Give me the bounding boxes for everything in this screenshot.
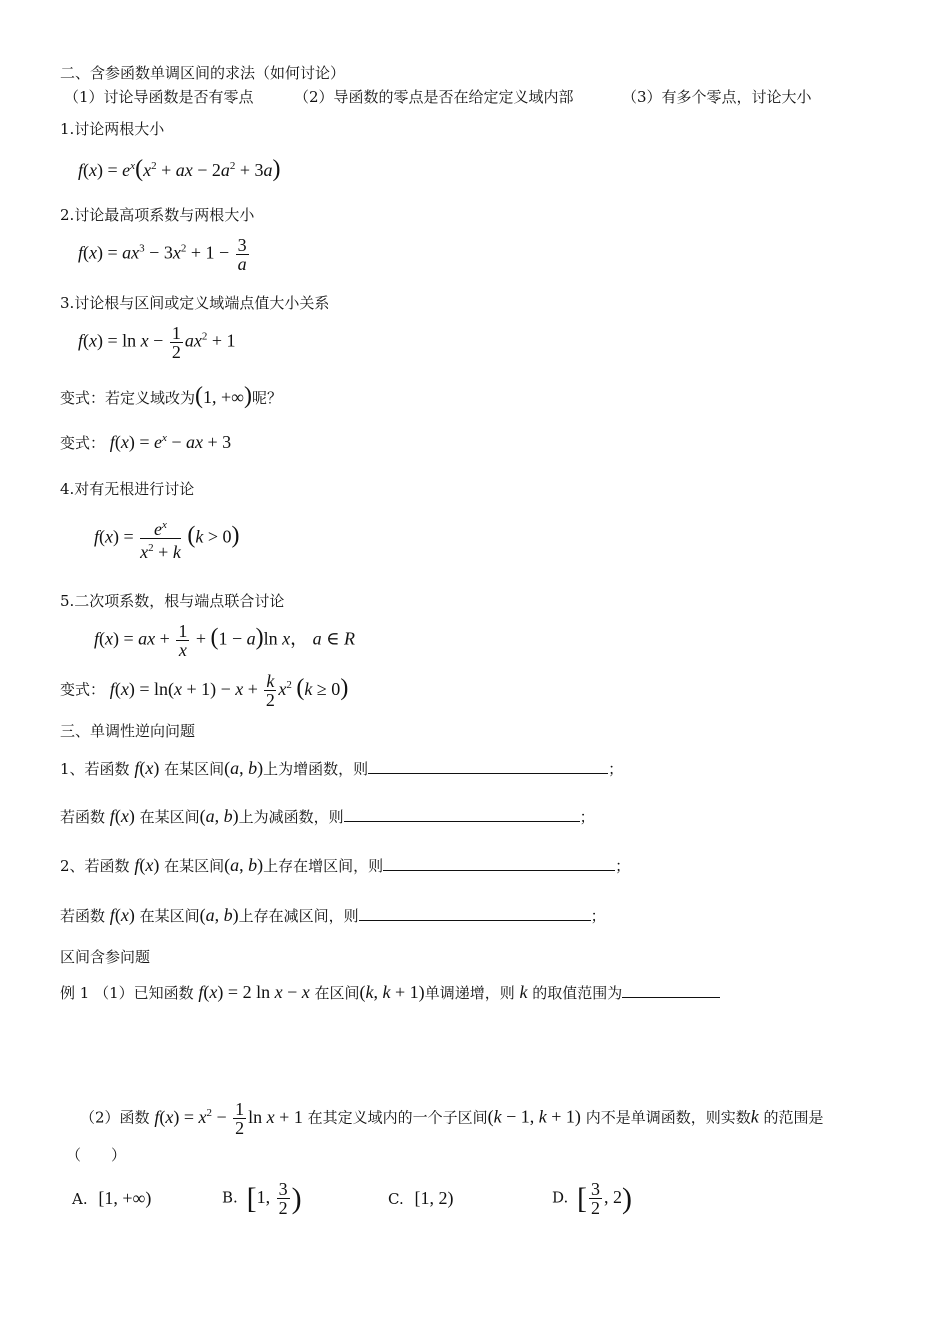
formula-1: $f(x) = e^x(x^2$ + ax − $2a^2 + 3a$)	[78, 156, 281, 182]
item-3-heading: 3.讨论根与区间或定义域端点值大小关系	[60, 294, 330, 312]
question-2b: 若函数 f(x) 在某区间(a, b)上存在减区间，则 ；	[60, 905, 606, 925]
subpoint-2: （2）导函数的零点是否在给定定义域内部	[294, 88, 574, 106]
answer-blank-2a[interactable]	[383, 856, 615, 871]
interval-section-title: 区间含参问题	[60, 948, 151, 966]
formula-3: f(x) = ln x − $\frac{1}{2}$ $ax^2 + 1$	[78, 323, 236, 362]
section-2-title: 二、含参函数单调区间的求法（如何讨论）	[60, 64, 346, 82]
variant-3: 变式： f(x) = ln(x + 1) − x + $\frac{k}{2}$ $x^2$ (k ≥ 0)	[60, 671, 349, 710]
answer-blank-1a[interactable]	[368, 759, 608, 774]
section-3-title: 三、单调性逆向问题	[60, 722, 196, 740]
item-4-heading: 4.对有无根进行讨论	[60, 480, 195, 498]
formula-5: f(x) = ax + $\frac{1}{x}$ + (1 − a)ln x， a ∈ R	[94, 621, 355, 660]
answer-paren: （ ）	[66, 1146, 127, 1164]
option-c[interactable]: C. [1, 2)	[388, 1188, 454, 1208]
question-1a: 1、若函数 f(x) 在某区间(a, b)上为增函数，则 ；	[60, 758, 624, 778]
answer-blank-ex1[interactable]	[622, 983, 720, 998]
example-1-part-1: 例 1 （1）已知函数 f(x) = 2 ln x − x 在区间(k, k + 1)单调递增，则 k 的取值范围为	[60, 982, 720, 1003]
item-5-heading: 5.二次项系数，根与端点联合讨论	[60, 592, 285, 610]
formula-2: $f(x) = ax^3 - 3x^2 + 1$ − $\frac{3}{a}$	[78, 235, 247, 274]
item-2-heading: 2.讨论最高项系数与两根大小	[60, 206, 255, 224]
example-1-part-2: （2）函数 $f(x) = x^2$ − $\frac{1}{2}$ ln x + 1 在其定义域内的一个子区间(k − 1, k + 1) 内不是单调函数，则实数k 的范围是	[80, 1099, 824, 1138]
option-a[interactable]: A. [1, +∞)	[72, 1188, 152, 1208]
variant-2: 变式： $f(x) = e^x$ − ax + 3	[60, 432, 232, 452]
item-1-heading: 1.讨论两根大小	[60, 120, 165, 138]
option-d[interactable]: D. [ $\frac{3}{2}$ , 2)	[552, 1179, 633, 1218]
question-2a: 2、若函数 f(x) 在某区间(a, b)上存在增区间，则 ；	[60, 855, 631, 875]
answer-blank-1b[interactable]	[344, 807, 580, 822]
subpoint-3: （3）有多个零点，讨论大小	[622, 88, 812, 106]
subpoint-1: （1）讨论导函数是否有零点	[64, 88, 254, 106]
answer-blank-2b[interactable]	[359, 906, 591, 921]
variant-1: 变式：若定义域改为(1, +∞)呢？	[60, 383, 283, 409]
question-1b: 若函数 f(x) 在某区间(a, b)上为减函数，则 ；	[60, 806, 595, 826]
formula-4: f(x) = $\frac{e^x}{x^2 + k}$ (k > 0)	[94, 516, 239, 561]
option-b[interactable]: B. [1, $\frac{3}{2}$ )	[222, 1179, 302, 1218]
